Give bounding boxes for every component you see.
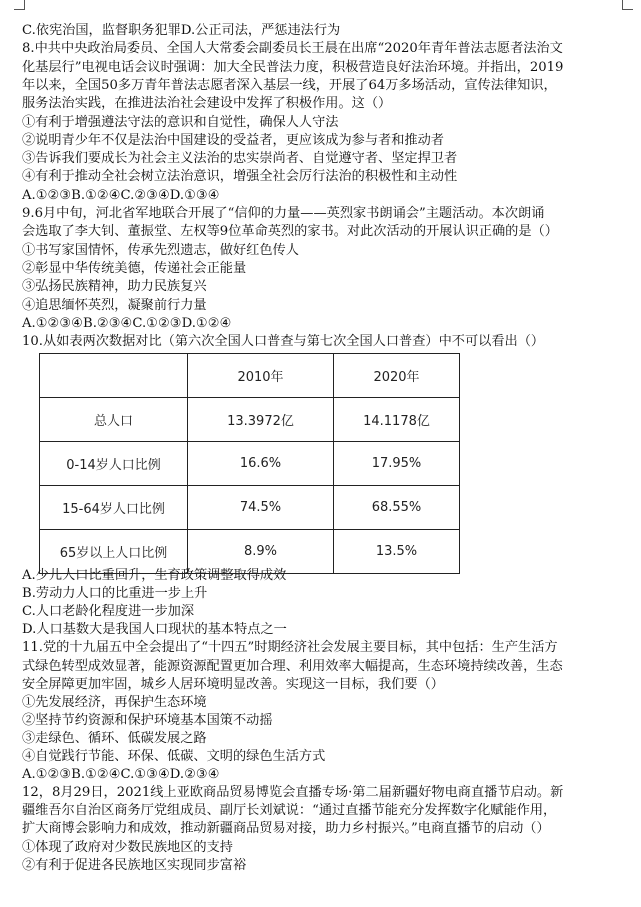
text-line: ④自觉践行节能、环保、低碳、文明的绿色生活方式 [22, 749, 326, 764]
text-line: 会选取了李大钊、董振堂、左权等9位革命英烈的家书。对此次活动的开展认识正确的是（） [22, 224, 558, 240]
table-cell: 16.6% [188, 442, 334, 486]
text-line: 扩大商博会影响力和成效，推动新疆商品贸易对接，助力乡村振兴。”电商直播节的启动（） [22, 821, 550, 837]
text-line: D.人口基数大是我国人口现状的基本特点之一 [22, 622, 287, 638]
text-line: A.①②③④B.②③④C.①②③D.①②④ [22, 315, 232, 331]
text-line: ①先发展经济，再保护生态环境 [22, 694, 207, 710]
table-header-row [40, 354, 460, 398]
text-line: ③走绿色、循环、低碳发展之路 [22, 730, 207, 746]
text-line: ③弘扬民族精神，助力民族复兴 [22, 279, 207, 295]
table-cell: 65岁以上人口比例 [40, 530, 188, 574]
table-cell [40, 354, 188, 398]
text-line: 疆维吾尔自治区商务厅党组成员、副厅长刘斌说：“通过直播节能充分发挥数字化赋能作用， [22, 803, 557, 819]
text-line: ①有利于增强遵法守法的意识和自觉性，确保人人守法 [22, 114, 339, 130]
text-line: B.劳动力人口的比重进一步上升 [22, 586, 208, 602]
table-row [40, 486, 460, 530]
text-line: A.少儿人口比重回升，生育政策调整取得成效 [22, 568, 287, 583]
text-line: A.①②③B.①②④C.①③④D.②③④ [22, 767, 220, 783]
text-line: ②有利于促进各民族地区实现同步富裕 [22, 857, 247, 873]
table-row [40, 398, 460, 442]
table-cell: 13.3972亿 [188, 398, 334, 442]
text-line: 9.6月中旬，河北省军地联合开展了“信仰的力量——英烈家书朗诵会”主题活动。本次朗诵 [22, 206, 545, 221]
text-line: ②彰显中华传统美德，传递社会正能量 [22, 260, 247, 276]
text-line: ②坚持节约资源和保护环境基本国策不动摇 [22, 712, 273, 728]
text-line: C.依宪治国，监督职务犯罪D.公正司法，严惩违法行为 [22, 23, 341, 38]
table-cell: 14.1178亿 [334, 398, 460, 442]
table-cell: 15-64岁人口比例 [40, 486, 188, 530]
text-line: 年以来，全国50多万青年普法志愿者深入基层一线，开展了64万多场活动，宣传法律知识， [22, 77, 557, 93]
crop-mark-top-right [622, 0, 633, 10]
text-line: 安全屏障更加牢固，城乡人居环境明显改善。实现这一目标，我们要（） [22, 676, 444, 692]
text-line: 12，8月29日，2021线上亚欧商品贸易博览会直播专场·第二届新疆好物电商直播节启动。新 [22, 785, 564, 801]
table-cell: 74.5% [188, 486, 334, 530]
table-cell: 8.9% [188, 530, 334, 574]
text-line: A.①②③B.①②④C.②③④D.①③④ [22, 187, 220, 203]
text-line: ④追思缅怀英烈，凝聚前行力量 [22, 297, 207, 313]
table-cell: 2020年 [334, 354, 460, 398]
text-line: 式绿色转型成效显著，能源资源配置更加合理、利用效率大幅提高，生态环境持续改善，生态 [22, 658, 563, 674]
text-line: 11.党的十九届五中全会提出了“十四五”时期经济社会发展主要目标，其中包括：生产生活方 [22, 640, 558, 656]
text-line: 服务法治实践，在推进法治社会建设中发挥了积极作用。这（） [22, 96, 392, 112]
table-cell: 2010年 [188, 354, 334, 398]
text-line: ①书写家国情怀，传承先烈遗志，做好红色传人 [22, 242, 299, 258]
text-line: ①体现了政府对少数民族地区的支持 [22, 839, 233, 855]
text-line: ④有利于推动全社会树立法治意识，增强全社会厉行法治的积极性和主动性 [22, 169, 458, 185]
table-row [40, 442, 460, 486]
crop-mark-top-left [14, 0, 25, 10]
table-cell: 17.95% [334, 442, 460, 486]
text-line: 8.中共中央政治局委员、全国人大常委会副委员长王晨在出席“2020年青年普法志愿者法治文 [22, 41, 563, 57]
table-row [40, 530, 460, 574]
text-line: 10.从如表两次数据对比（第六次全国人口普查与第七次全国人口普查）中不可以看出（） [22, 334, 545, 350]
table-cell: 0-14岁人口比例 [40, 442, 188, 486]
census-comparison-table [39, 353, 460, 574]
text-line: 化基层行”电视电话会议时强调：加大全民普法力度，积极营造良好法治环境。并指出，2019 [22, 59, 564, 75]
table-cell: 总人口 [40, 398, 188, 442]
text-line: ③告诉我们要成长为社会主义法治的忠实崇尚者、自觉遵守者、坚定捍卫者 [22, 151, 458, 167]
table-cell: 13.5% [334, 530, 460, 574]
text-line: ②说明青少年不仅是法治中国建设的受益者，更应该成为参与者和推动者 [22, 132, 444, 148]
table-cell: 68.55% [334, 486, 460, 530]
text-line: C.人口老龄化程度进一步加深 [22, 604, 195, 620]
